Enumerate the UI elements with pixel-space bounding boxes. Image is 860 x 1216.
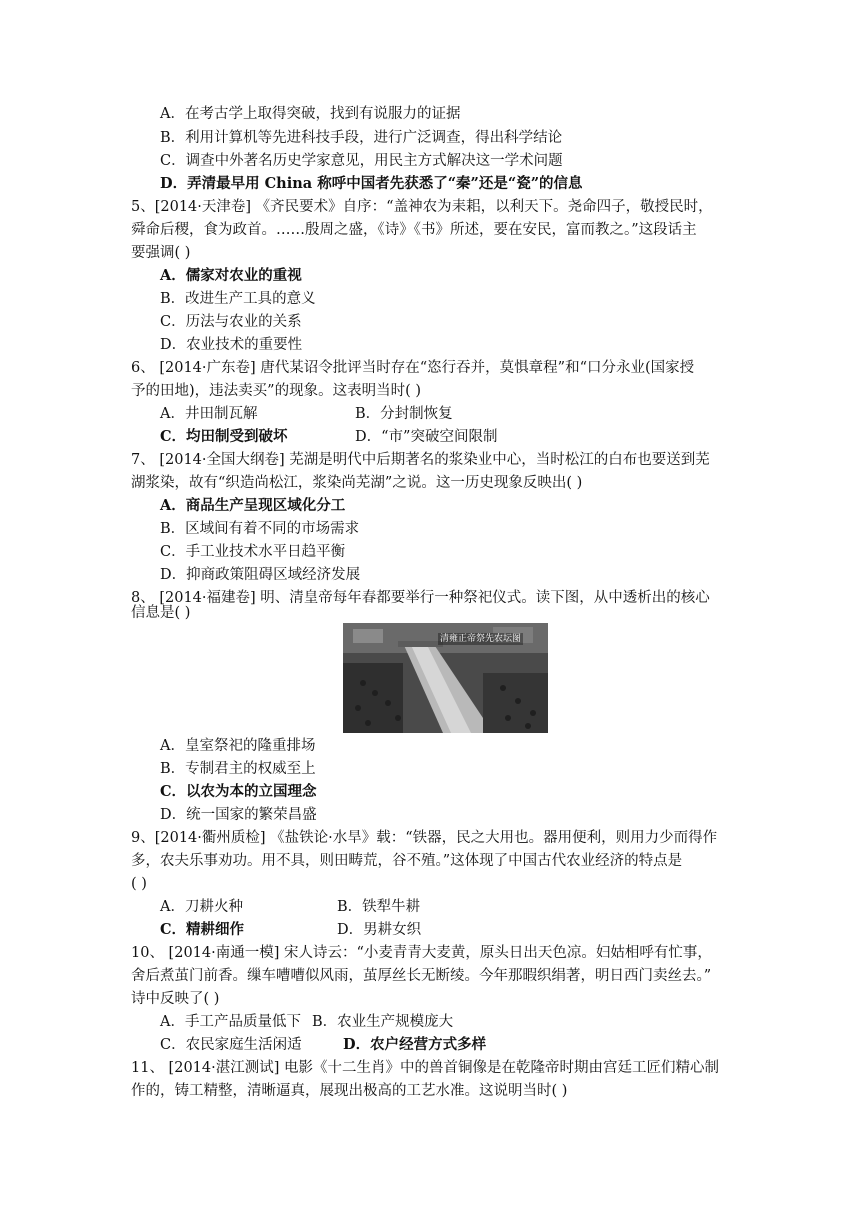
q4-option-d-answer: D．弄清最早用 China 称呼中国者先获悉了“秦”还是“瓷”的信息 (160, 175, 583, 192)
q9-stem-line3: ( ) (131, 876, 147, 892)
q5-stem-line2: 舜命后稷，食为政首。……殷周之盛，《诗》《书》所述，要在安民，富而教之。”这段话主 (131, 222, 697, 238)
q6-stem-line1: 6、 [2014·广东卷] 唐代某诏令批评当时存在“恣行吞并，莫惧章程”和“口分永业(国家授 (131, 360, 695, 376)
q4-option-a: A．在考古学上取得突破，找到有说服力的证据 (160, 106, 461, 122)
q6-option-b: B．分封制恢复 (355, 406, 453, 422)
q10-stem-line1: 10、 [2014·南通一模] 宋人诗云：“小麦青青大麦黄，原头日出天色凉。妇姑相呼有忙事， (131, 945, 712, 961)
q9-stem-line2: 多，农夫乐事劝功。用不具，则田畴荒，谷不殖。”这体现了中国古代农业经济的特点是 (131, 853, 683, 869)
q9-option-c-answer: C．精耕细作 (160, 921, 245, 938)
q8-option-b: B．专制君主的权威至上 (160, 761, 316, 777)
figure-caption: 清雍正帝祭先农坛图 (440, 634, 522, 644)
q7-stem-line1: 7、 [2014·全国大纲卷] 芜湖是明代中后期著名的浆染业中心，当时松江的白布也要送到芜 (131, 452, 710, 468)
q6-option-d: D．“市”突破空间限制 (355, 429, 498, 445)
q6-option-a: A．井田制瓦解 (160, 406, 258, 422)
q4-option-b: B．利用计算机等先进科技手段，进行广泛调查，得出科学结论 (160, 130, 563, 146)
q10-option-d-answer: D．农户经营方式多样 (343, 1036, 487, 1053)
q10-option-a: A．手工产品质量低下 (160, 1014, 301, 1030)
q5-option-c: C．历法与农业的关系 (160, 314, 302, 330)
q10-option-b: B．农业生产规模庞大 (312, 1014, 454, 1030)
q9-option-d: D．男耕女织 (337, 922, 422, 938)
ceremony-illustration (343, 623, 548, 733)
q9-stem-line1: 9、[2014·衢州质检] 《盐铁论·水旱》载：“铁器，民之大用也。器用便利，则用力少而得作 (131, 830, 718, 846)
q8-stem-line1: 8、 [2014·福建卷] 明、清皇帝每年春都要举行一种祭祀仪式。读下图，从中透析出的核心 (131, 590, 710, 606)
q4-option-c: C．调查中外著名历史学家意见，用民主方式解决这一学术问题 (160, 153, 563, 169)
q5-option-b: B．改进生产工具的意义 (160, 291, 316, 307)
q7-option-a-answer: A．商品生产呈现区域化分工 (160, 497, 346, 514)
q8-option-a: A．皇室祭祀的隆重排场 (160, 738, 316, 754)
q10-stem-line3: 诗中反映了( ) (131, 991, 220, 1007)
q9-option-b: B．铁犁牛耕 (337, 899, 421, 915)
q10-stem-line2: 舍后煮茧门前香。缫车嘈嘈似风雨，茧厚丝长无断绫。今年那暇织绢著，明日西门卖丝去。” (131, 968, 712, 984)
q5-stem-line3: 要强调( ) (131, 245, 191, 261)
q5-stem-line1: 5、[2014·天津卷] 《齐民要术》自序：“盖神农为耒耜，以利天下。尧命四子，敬授民时， (131, 199, 713, 215)
q7-option-d: D．抑商政策阻碍区域经济发展 (160, 567, 361, 583)
q8-option-c-answer: C．以农为本的立国理念 (160, 783, 317, 800)
q6-option-c-answer: C．均田制受到破坏 (160, 428, 288, 445)
q11-stem-line2: 作的，铸工精整，清晰逼真，展现出极高的工艺水准。这说明当时( ) (131, 1083, 568, 1099)
q7-option-b: B．区域间有着不同的市场需求 (160, 521, 360, 537)
q5-option-d: D．农业技术的重要性 (160, 337, 303, 353)
q11-stem-line1: 11、 [2014·湛江测试] 电影《十二生肖》中的兽首铜像是在乾隆帝时期由宫廷工匠们精心制 (131, 1060, 719, 1076)
q9-option-a: A．刀耕火种 (160, 899, 243, 915)
q8-option-d: D．统一国家的繁荣昌盛 (160, 807, 317, 823)
q8-stem-line2: 信息是( ) (131, 605, 191, 621)
q7-option-c: C．手工业技术水平日趋平衡 (160, 544, 346, 560)
q5-option-a-answer: A．儒家对农业的重视 (160, 267, 302, 284)
q6-stem-line2: 予的田地)，违法卖买”的现象。这表明当时( ) (131, 383, 421, 399)
q7-stem-line2: 湖浆染，故有“织造尚松江，浆染尚芜湖”之说。这一历史现象反映出( ) (131, 475, 583, 491)
q10-option-c: C．农民家庭生活闲适 (160, 1037, 302, 1053)
